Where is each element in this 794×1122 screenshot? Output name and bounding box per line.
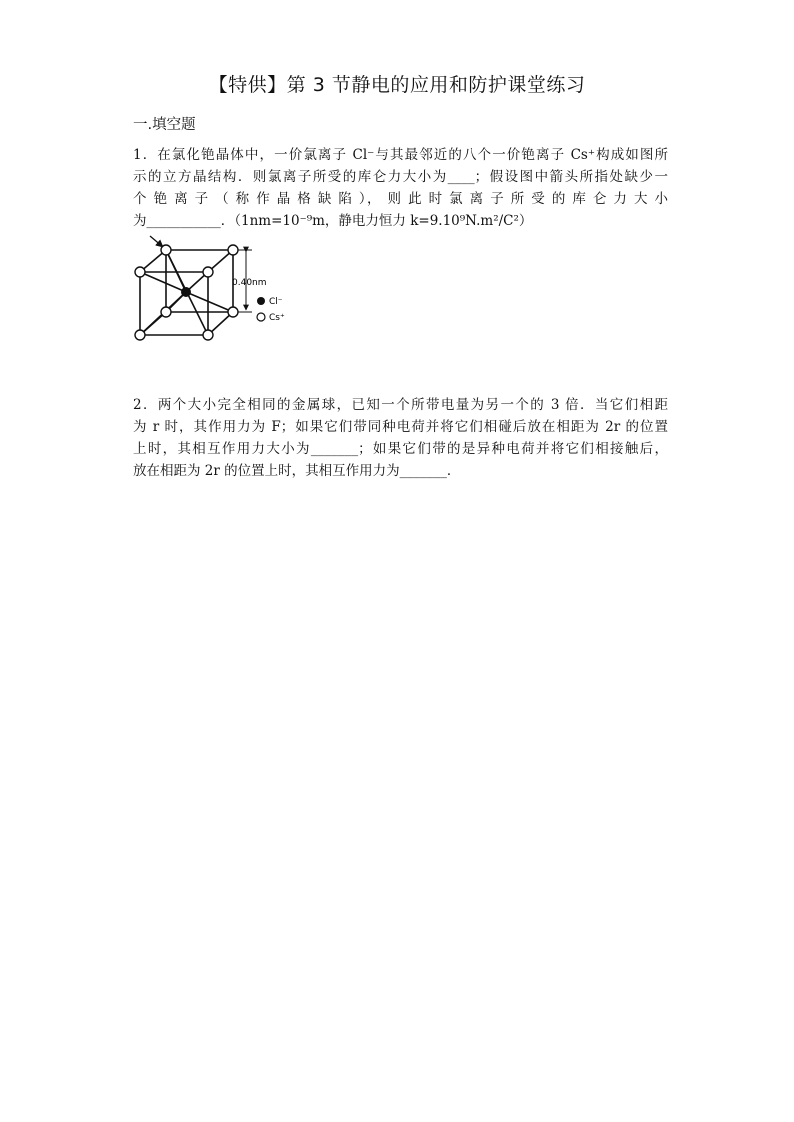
question-1-line-3: 个 铯 离 子 （ 称 作 晶 格 缺 陷 ）， 则 此 时 氯 离 子 所 受 的 库 仑 力 大 小 — [133, 191, 668, 207]
question-1-line-2: 示的立方晶结构．则氯离子所受的库仑力大小为____；假设图中箭头所指处缺少一 — [133, 169, 668, 185]
question-2 — [133, 394, 668, 482]
cl-ion — [181, 287, 191, 297]
question-2-line-2: 为 r 时，其作用力为 F；如果它们带同种电荷并将它们相碰后放在相距为 2r 的位置 — [133, 419, 668, 435]
section-heading: 一.填空题 — [133, 117, 196, 133]
cs-ion — [135, 267, 145, 277]
cs-ion — [161, 307, 171, 317]
question-1 — [133, 144, 668, 232]
question-2-line-3: 上时，其相互作用力大小为_______；如果它们带的是异种电荷并将它们相接触后， — [133, 441, 668, 457]
question-2-line-1: 2．两个大小完全相同的金属球，已知一个所带电量为另一个的 3 倍．当它们相距 — [133, 397, 668, 413]
cs-ion — [228, 307, 238, 317]
question-1-line-1: 1．在氯化铯晶体中，一价氯离子 Cl⁻与其最邻近的八个一价铯离子 Cs⁺构成如图所 — [133, 147, 668, 163]
cscl-crystal-figure — [128, 232, 298, 350]
dimension-label: 0.40nm — [232, 278, 267, 288]
cs-ion — [203, 330, 213, 340]
page-title: 【特供】第 3 节静电的应用和防护课堂练习 — [208, 74, 586, 96]
question-1-line-4: 为___________．（1nm=10⁻⁹m，静电力恒力 k=9.10⁹N.m²/C²） — [133, 213, 533, 229]
legend-cl: Cl⁻ — [269, 297, 283, 307]
cs-ion — [228, 245, 238, 255]
defect-arrow-icon — [150, 236, 163, 247]
cs-ion — [203, 267, 213, 277]
cs-ion — [161, 245, 171, 255]
question-2-line-4: 放在相距为 2r 的位置上时，其相互作用力为_______． — [133, 463, 461, 479]
legend-cl-icon — [257, 297, 265, 305]
cs-ion — [135, 330, 145, 340]
legend-cs: Cs⁺ — [269, 313, 285, 323]
legend-cs-icon — [257, 313, 265, 321]
